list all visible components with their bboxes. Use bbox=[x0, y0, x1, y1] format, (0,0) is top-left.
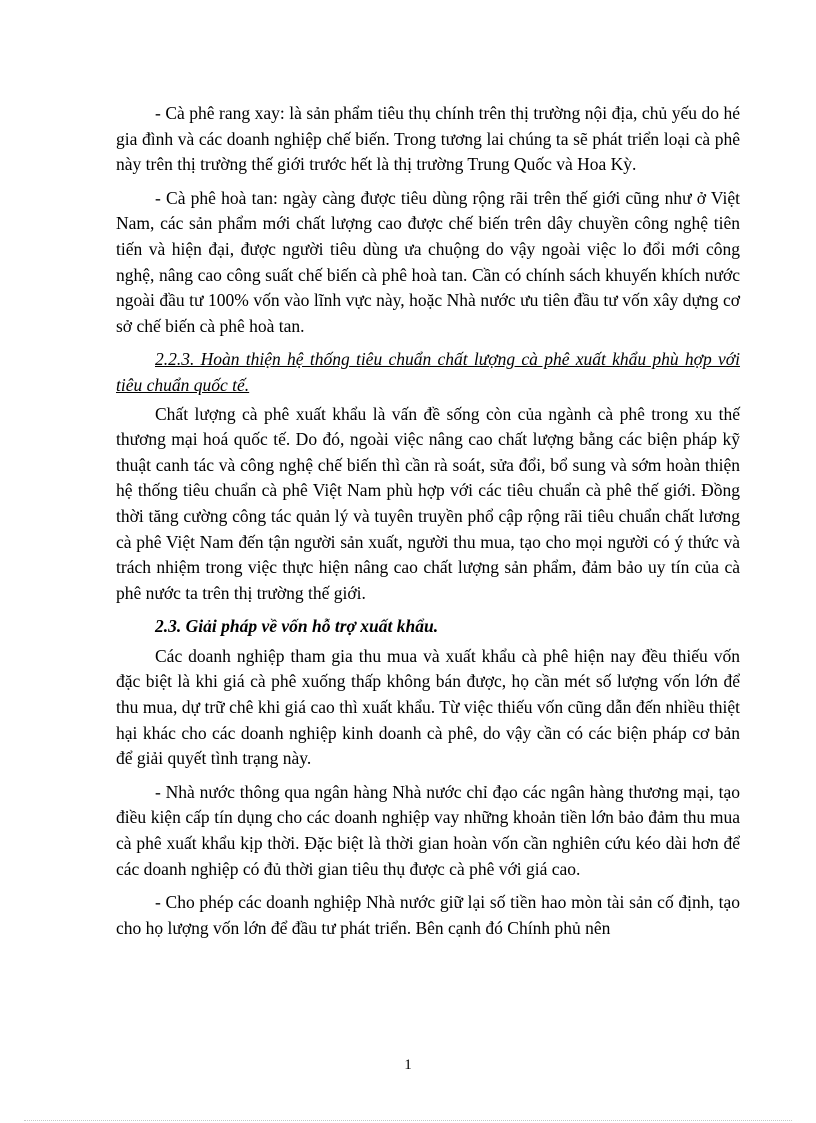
paragraph-depreciation: - Cho phép các doanh nghiệp Nhà nước giữ lại số tiền hao mòn tài sản cố định, tạo cho họ lượng vốn lớn để đầu tư phát triển. Bên cạnh đó Chính phủ nên bbox=[116, 892, 740, 938]
document-body bbox=[116, 101, 740, 949]
page-bottom-divider bbox=[24, 1120, 792, 1121]
paragraph-instant-coffee: - Cà phê hoà tan: ngày càng được tiêu dùng rộng rãi trên thế giới cũng như ở Việt Nam, các sản phẩm mới chất lượng cao được chế biến trên dây chuyền công nghệ tiên tiến và hiện đại, được người tiêu dùng ưa chuộng do vậy ngoài việc lo đổi mới công nghệ, nâng cao công suất chế biến cà phê hoà tan. Cần có chính sách khuyến khích nước ngoài đầu tư 100% vốn vào lĩnh vực này, hoặc Nhà nước ưu tiên đầu tư vốn xây dựng cơ sở chế biến cà phê hoà tan. bbox=[116, 187, 740, 336]
paragraph-capital-shortage: Các doanh nghiệp tham gia thu mua và xuất khẩu cà phê hiện nay đều thiếu vốn đặc biệt là khi giá cà phê xuống thấp không bán được, họ cần mét số lượng vốn lớn để thu mua, dự trữ chê khi giá cao thì xuất khẩu. Từ việc thiếu vốn cũng dẫn đến nhiều thiệt hại khác cho các doanh nghiệp kinh doanh cà phê, do vậy cần có các biện pháp cơ bản để giải quyết tình trạng này. bbox=[116, 645, 740, 769]
paragraph-state-bank: - Nhà nước thông qua ngân hàng Nhà nước chỉ đạo các ngân hàng thương mại, tạo điều kiện cấp tín dụng cho các doanh nghiệp vay những khoản tiền lớn bảo đảm thu mua cà phê xuất khẩu kịp thời. Đặc biệt là thời gian hoàn vốn cần nghiên cứu kéo dài hơn để các doanh nghiệp có đủ thời gian tiêu thụ được cà phê với giá cao. bbox=[116, 781, 740, 879]
paragraph-quality-standards: Chất lượng cà phê xuất khẩu là vấn đề sống còn của ngành cà phê trong xu thế thương mại hoá quốc tế. Do đó, ngoài việc nâng cao chất lượng bằng các biện pháp kỹ thuật canh tác và công nghệ chế biến thì cần rà soát, sửa đổi, bổ sung và sớm hoàn thiện hệ thống tiêu chuẩn cà phê Việt Nam phù hợp với các tiêu chuẩn cà phê thế giới. Đồng thời tăng cường công tác quản lý và tuyên truyền phổ cập rộng rãi tiêu chuẩn chất lương cà phê Việt Nam đến tận người sản xuất, người thu mua, tạo cho mọi người có ý thức và trách nhiệm trong việc thực hiện nâng cao chất lượng sản phẩm, đảm bảo uy tín của cà phê nước ta trên thị trường thế giới. bbox=[116, 403, 740, 603]
section-heading-2-2-3: 2.2.3. Hoàn thiện hệ thống tiêu chuẩn chất lượng cà phê xuất khẩu phù hợp với tiêu chuẩn quốc tế. bbox=[116, 349, 740, 395]
section-heading-2-3: 2.3. Giải pháp về vốn hỗ trợ xuất khẩu. bbox=[155, 616, 439, 637]
paragraph-ground-coffee: - Cà phê rang xay: là sản phẩm tiêu thụ chính trên thị trường nội địa, chủ yếu do hé gia đình và các doanh nghiệp chế biến. Trong tương lai chúng ta sẽ phát triển loại cà phê này trên thị trường thế giới trước hết là thị trường Trung Quốc và Hoa Kỳ. bbox=[116, 103, 740, 175]
page-number: 1 bbox=[404, 1057, 412, 1073]
